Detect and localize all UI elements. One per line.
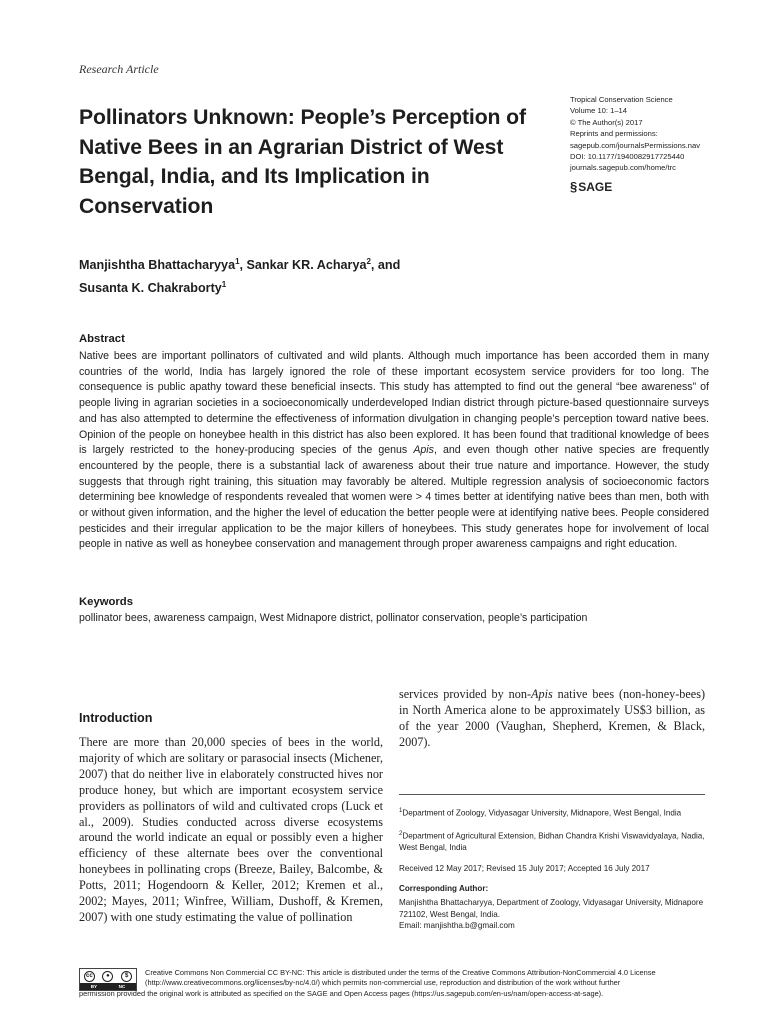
affiliation-marker: 2 (399, 831, 403, 837)
journal-name: Tropical Conservation Science (570, 95, 673, 104)
corresponding-author-details (399, 897, 705, 932)
received-dates: Received 12 May 2017; Revised 15 July 2017; Accepted 16 July 2017 (399, 864, 650, 873)
corresponding-author-email[interactable]: Email: manjishtha.b@gmail.com (399, 921, 515, 930)
corresponding-author-address: Manjishtha Bhattacharyya, Department of Zoology, Vidyasagar University, Midnapore 721102, West Bengal, India. (399, 898, 704, 919)
body-text: native bees (non-honey-bees) in North America alone to be approximately US$3 billion, as of the year 2000 (Vaughan, Shepherd, Kremen, & Black, 2007). (399, 687, 706, 749)
reprints-label: Reprints and permissions: (570, 129, 658, 139)
affiliation-text: Department of Zoology, Vidyasagar University, Midnapore, West Bengal, India (402, 808, 682, 818)
doi-link[interactable]: DOI: 10.1177/1940082917725440 (570, 152, 685, 162)
footnote-divider (399, 794, 705, 795)
author-list (79, 252, 599, 298)
journal-volume: Volume 10: 1–14 (570, 106, 627, 116)
abstract-text: Native bees are important pollinators of cultivated and wild plants. Although much importance has been accorded them in many countries of the world, India has largely ignored the role of these important ecosystem service providers for too long. The consequence is public apathy toward these beneficial insects. This study has attempted to find out the general “bee awareness” of people living in agrarian societies in a socioeconomically underdeveloped Indian district through picture-based questionnaire surveys and has also attempted to determine the effectiveness of information divulgation in changing people’s perception toward native bees. Opinion of the people on honeybee health in this district has also been explored. It has been found that traditional knowledge of bees is largely restricted to the honey-producing species of the genus (79, 350, 709, 457)
introduction-right-column (399, 687, 705, 751)
cc-by-label: BY (90, 984, 98, 989)
journal-metadata (570, 94, 760, 174)
article-type-label: Research Article (79, 62, 159, 76)
license-statement: Creative Commons Non Commercial CC BY-NC: This article is distributed under the terms of the Creative Commons Attribution-NonCommercial 4.0 License (http://www.creativecommons.org/licenses/by-nc/4.0/) which permits non-commercial use, reproduction and distribution of the work without further (145, 968, 656, 988)
author-separator: , (239, 258, 247, 273)
sage-logo (570, 179, 612, 194)
abstract-heading: Abstract (79, 333, 125, 345)
affiliation-marker: 1 (399, 808, 403, 814)
affiliation-text: Department of Agricultural Extension, Bidhan Chandra Krishi Viswavidyalaya, Nadia, West Bengal, India (399, 831, 705, 853)
author-name: Sankar KR. Acharya (246, 258, 367, 273)
permissions-link[interactable]: sagepub.com/journalsPermissions.nav (570, 140, 701, 150)
cc-icon: cc (84, 971, 95, 982)
genus-name: Apis (531, 687, 553, 701)
keywords-heading: Keywords (79, 596, 133, 608)
introduction-heading: Introduction (79, 711, 153, 725)
author-name: Susanta K. Chakraborty (79, 281, 222, 296)
body-text: services provided by non- (399, 687, 532, 701)
keywords-list: pollinator bees, awareness campaign, West Midnapore district, pollinator conservation, people’s participation (79, 612, 588, 624)
noncommercial-icon: $ (121, 971, 132, 982)
abstract-text: , and even though other native species are frequently encountered by the people, there is a substantial lack of awareness about their true nature and importance. However, the study suggests that through right training, this situation may favorably be altered. Multiple regression analysis of socioeconomic factors determining bee knowledge of respondents revealed that women were > 4 times better at identifying native bees than men, both with or without given information, and the higher the level of education the better people were at identifying native bees. People considered pesticides and their irregular application to be the major killers of honeybees. This study generates hope for involvement of local people in native as well as honeybee conservation and management through proper awareness campaigns and right education. (79, 444, 709, 551)
article-title: Pollinators Unknown: People’s Perception of Native Bees in an Agrarian District of West Bengal, India, and Its Implication in Conservation (79, 106, 526, 218)
affiliation-1 (399, 806, 705, 819)
author-affiliation-marker: 1 (235, 257, 240, 266)
license-statement-continued: permission provided the original work is attributed as specified on the SAGE and Open Access pages (https://us.sagepub.com/en-us/nam/open-access-at-sage). (79, 989, 604, 998)
journal-homepage-link[interactable]: journals.sagepub.com/home/trc (570, 163, 676, 173)
abstract-genus-name: Apis (413, 444, 434, 457)
introduction-left-column: There are more than 20,000 species of bees in the world, majority of which are solitary or parasocial insects (Michener, 2007) that do neither live in elaborately constructed hives nor produce honey, but which are important ecosystem service providers as pollinators of wild and cultivated crops (Luck et al., 2009). Studies conducted across diverse ecosystems around the world indicate an equal or possibly even a higher efficiency of these alternate bees over the conventional honeybees in pollinating crops (Breeze, Bailey, Balcombe, & Potts, 2011; Hogendoorn & Keller, 2012; Kremen et al., 2002; Mayes, 2011; Winfree, William, Dushoff, & Kremen, 2007) with one study estimating the value of pollination (79, 735, 383, 924)
author-affiliation-marker: 1 (221, 280, 227, 290)
author-name: Manjishtha Bhattacharyya (79, 258, 236, 273)
affiliation-2 (399, 829, 705, 854)
cc-nc-label: NC (118, 984, 126, 989)
abstract-body (79, 349, 709, 553)
sage-mark-icon: § (570, 179, 578, 194)
attribution-icon: ● (102, 971, 113, 982)
corresponding-author-heading: Corresponding Author: (399, 884, 489, 893)
copyright-notice: © The Author(s) 2017 (570, 117, 643, 127)
author-separator: , and (370, 258, 401, 273)
sage-logo-text: SAGE (578, 179, 613, 194)
cc-license-badge[interactable] (79, 968, 137, 991)
author-affiliation-marker: 2 (366, 257, 371, 266)
